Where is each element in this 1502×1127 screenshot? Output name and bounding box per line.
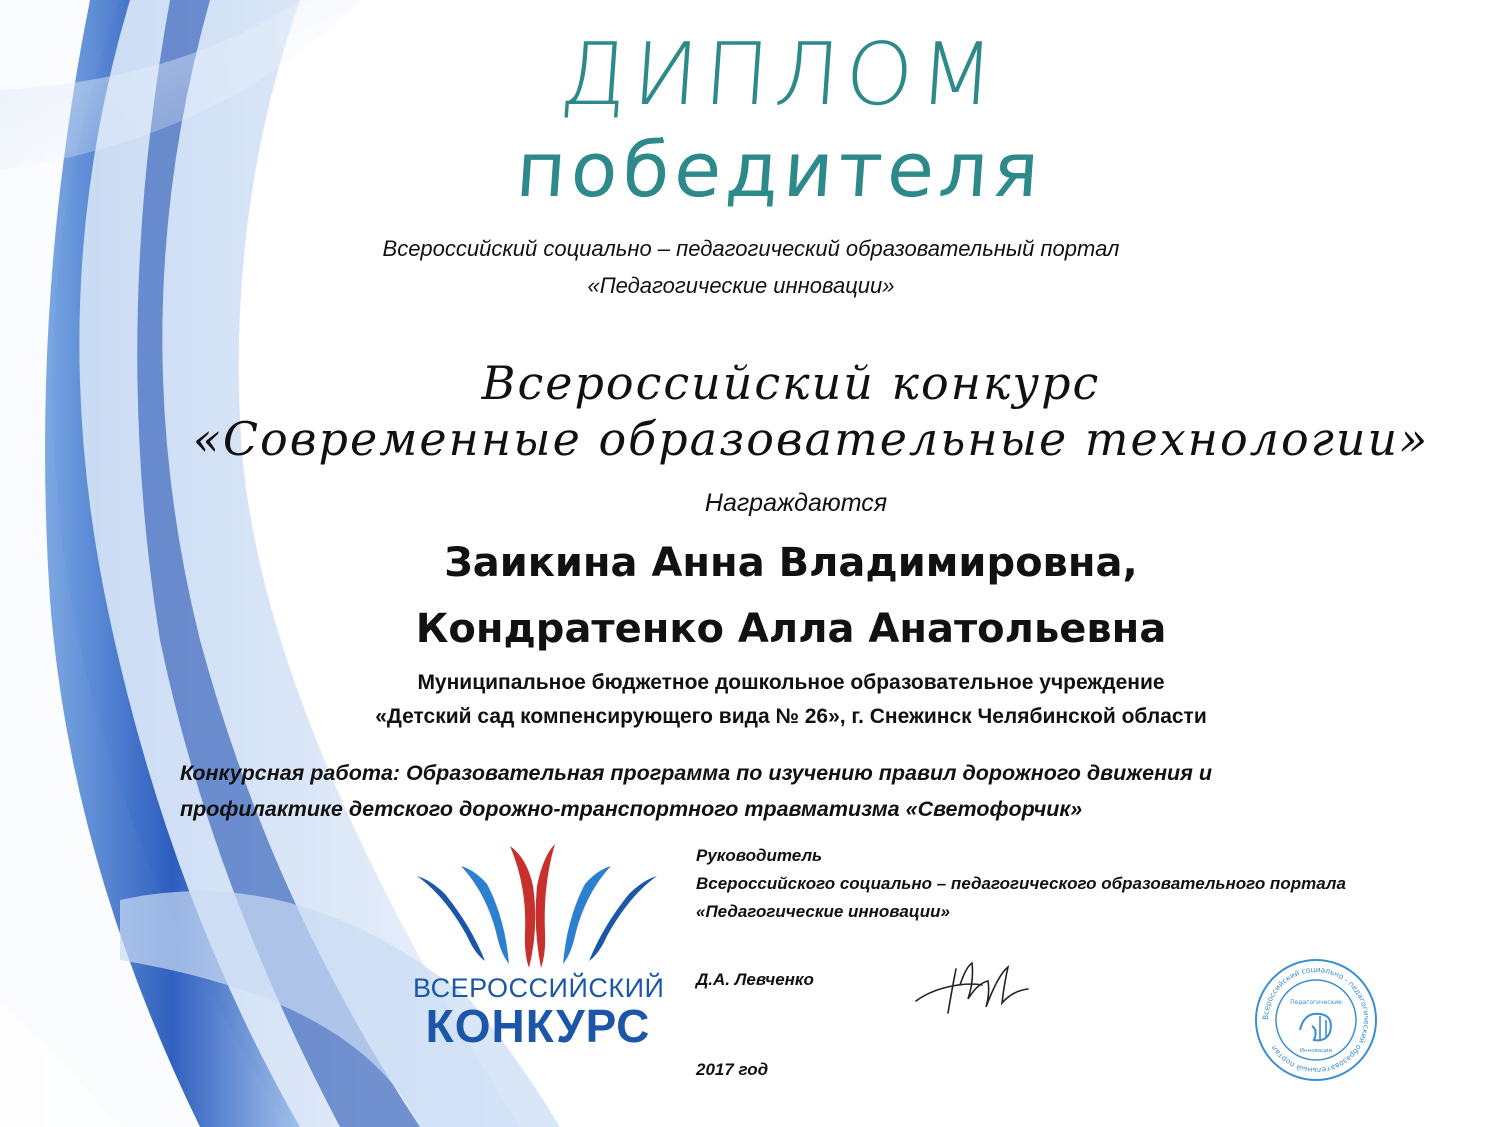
logo-text-line2: КОНКУРС (425, 1000, 651, 1052)
contest-title-line1: Всероссийский конкурс (481, 356, 1101, 410)
contest-work-line2: профилактике детского дорожно-транспортного травматизма «Светофорчик» (180, 797, 1083, 821)
organization-line1: Муниципальное бюджетное дошкольное образовательное учреждение (417, 671, 1165, 694)
diploma-title: ДИПЛОМ (557, 25, 1003, 125)
svg-text:Всероссийский социально - педа (1261, 965, 1371, 1075)
diploma-subtitle: победителя (513, 125, 1047, 214)
official-seal (1254, 958, 1378, 1082)
logo-text-line1: ВСЕРОССИЙСКИЙ (413, 973, 665, 1003)
signatory-role-line1: Руководитель (696, 846, 823, 865)
seal-center-bottom: Инновации (1299, 1048, 1333, 1054)
winner-name-2: Кондратенко Алла Анатольевна (415, 606, 1167, 652)
contest-logo-mark (405, 836, 670, 976)
seal-ring-text: Всероссийский социально - педагогический образовательный портал (1260, 964, 1372, 1076)
winner-name-1: Заикина Анна Владимировна, (444, 540, 1138, 586)
portal-name-line2: «Педагогические инновации» (587, 273, 895, 298)
contest-work-line1: Конкурсная работа: Образовательная программа по изучению правил дорожного движения и (180, 761, 1212, 785)
portal-name-line1: Всероссийский социально – педагогический образовательный портал (382, 236, 1120, 261)
document-year: 2017 год (696, 1060, 769, 1079)
awarded-label: Награждаются (704, 489, 888, 517)
signatory-name: Д.А. Левченко (696, 970, 814, 989)
signatory-role-line3: «Педагогические инновации» (696, 902, 951, 921)
seal-center-top: Педагогические (1290, 999, 1342, 1006)
contest-logo (405, 836, 670, 1051)
handwritten-signature (912, 955, 1032, 1020)
organization-line2: «Детский сад компенсирующего вида № 26», г. Снежинск Челябинской области (375, 705, 1207, 728)
contest-title-line2: «Современные образовательные технологии» (192, 412, 1430, 466)
signatory-role-line2: Всероссийского социально – педагогического образовательного портала (696, 874, 1346, 893)
